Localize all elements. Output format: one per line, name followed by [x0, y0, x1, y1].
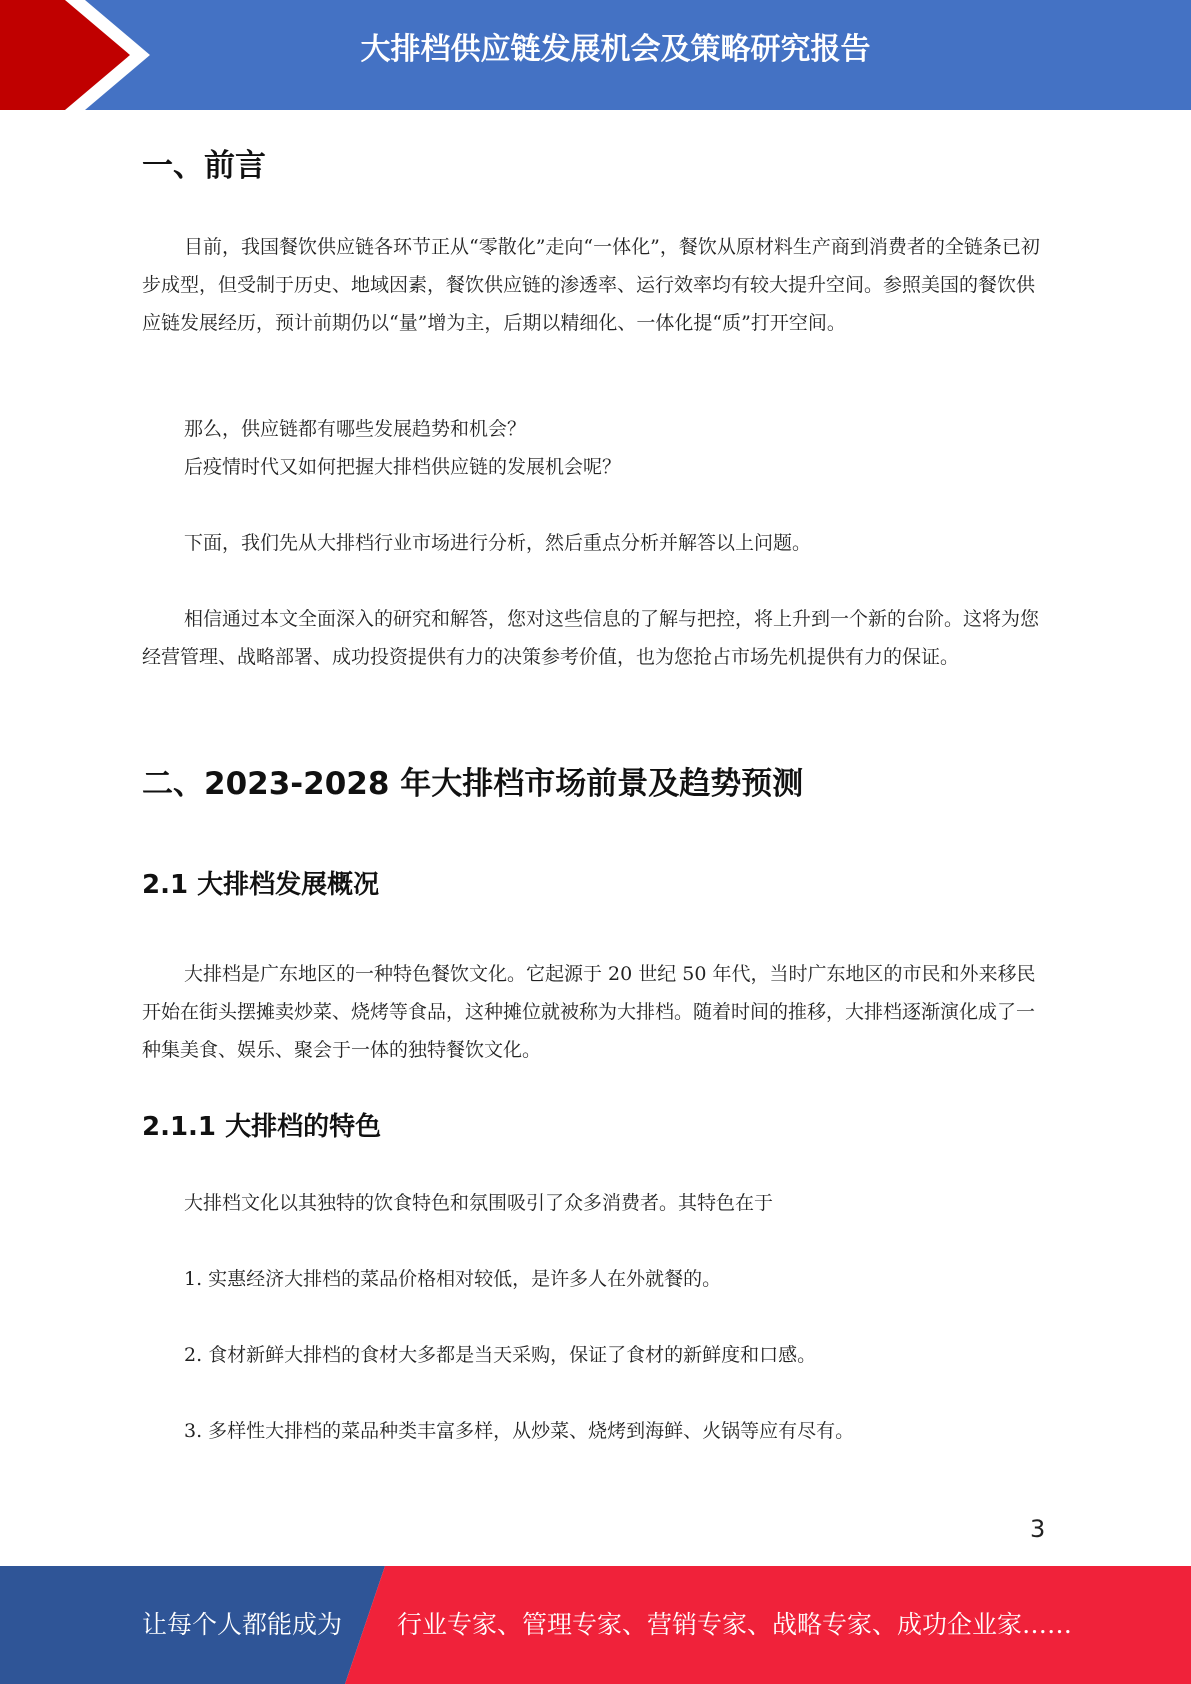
list-item: 2. 食材新鲜大排档的食材大多都是当天采购，保证了食材的新鲜度和口感。 [184, 1344, 817, 1366]
page-footer [0, 1566, 1191, 1684]
section-heading-preface: 一、前言 [142, 148, 266, 184]
list-item: 1. 实惠经济大排档的菜品价格相对较低，是许多人在外就餐的。 [184, 1268, 722, 1290]
preface-paragraph-3: 相信通过本文全面深入的研究和解答，您对这些信息的了解与把控，将上升到一个新的台阶。这将为您经营管理、战略部署、成功投资提供有力的决策参考价值，也为您抢占市场先机提供有力的保证。 [142, 608, 1040, 668]
page-header [0, 0, 1191, 110]
features-intro: 大排档文化以其独特的饮食特色和氛围吸引了众多消费者。其特色在于 [184, 1192, 774, 1214]
preface-paragraph-1: 目前，我国餐饮供应链各环节正从“零散化”走向“一体化”，餐饮从原材料生产商到消费者的全链条已初步成型，但受制于历史、地域因素，餐饮供应链的渗透率、运行效率均有较大提升空间。参照美国的餐饮供应链发展经历，预计前期仍以“量”增为主，后期以精细化、一体化提“质”打开空间。 [142, 236, 1040, 334]
preface-question-1: 那么，供应链都有哪些发展趋势和机会？ [184, 418, 527, 440]
preface-question-2: 后疫情时代又如何把握大排档供应链的发展机会呢？ [184, 456, 622, 478]
preface-paragraph-2: 下面，我们先从大排档行业市场进行分析，然后重点分析并解答以上问题。 [184, 532, 812, 554]
footer-slogan-left: 让每个人都能成为 [142, 1610, 343, 1639]
subsection-paragraph-2-1: 大排档是广东地区的一种特色餐饮文化。它起源于 20 世纪 50 年代，当时广东地区的市民和外来移民开始在街头摆摊卖炒菜、烧烤等食品，这种摊位就被称为大排档。随着时间的推移，大排档逐渐演化成了一种集美食、娱乐、聚会于一体的独特餐饮文化。 [142, 963, 1036, 1061]
section-heading-outlook: 二、2023-2028 年大排档市场前景及趋势预测 [142, 766, 804, 802]
subsection-heading-2-1: 2.1 大排档发展概况 [142, 870, 380, 900]
list-item: 3. 多样性大排档的菜品种类丰富多样，从炒菜、烧烤到海鲜、火锅等应有尽有。 [184, 1420, 855, 1442]
page-number: 3 [1030, 1515, 1046, 1543]
report-title: 大排档供应链发展机会及策略研究报告 [360, 32, 871, 67]
subsection-heading-2-1-1: 2.1.1 大排档的特色 [142, 1112, 382, 1142]
footer-slogan-right: 行业专家、管理专家、营销专家、战略专家、成功企业家…… [397, 1610, 1073, 1639]
